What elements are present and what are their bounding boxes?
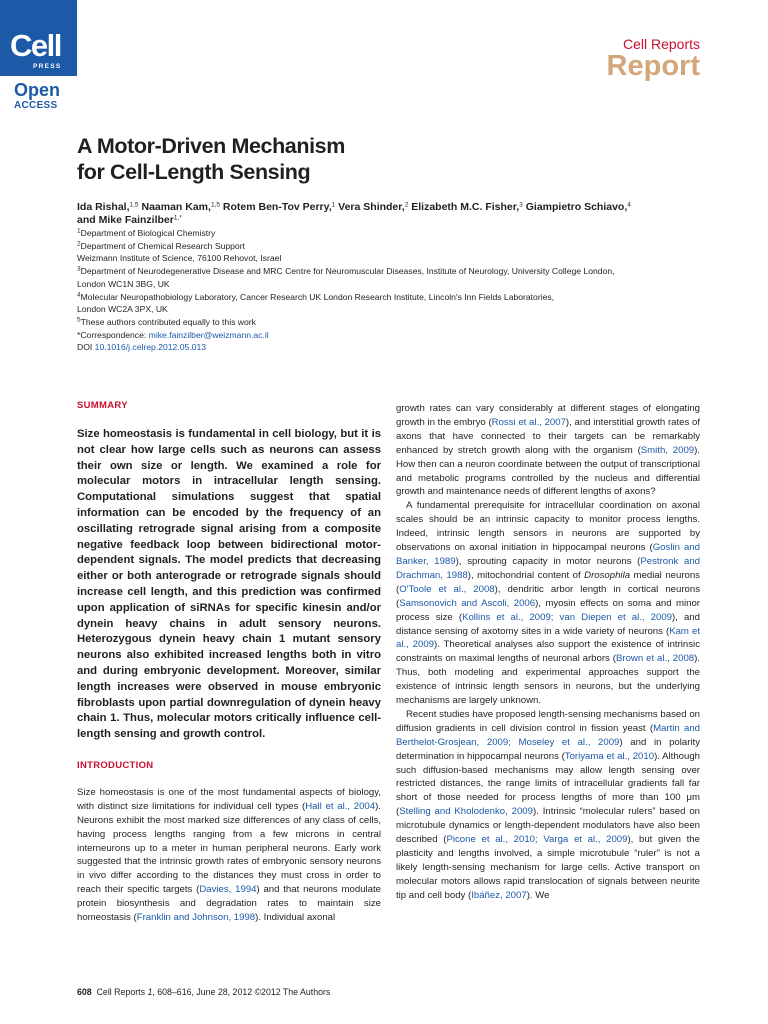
doi: DOI 10.1016/j.celrep.2012.05.013: [77, 342, 207, 353]
citation-link[interactable]: Kollins et al., 2009; van Diepen et al., 2009: [462, 611, 672, 623]
citation-link[interactable]: Brown et al., 2008: [615, 653, 695, 665]
page-number: 608: [77, 987, 92, 997]
text-run: medial neurons (: [396, 569, 700, 595]
author: Ida Rishal,$^{1,5}$: [77, 201, 139, 213]
introduction-body: [77, 786, 381, 925]
article-type: Report: [606, 50, 700, 82]
affiliation-line: $^3$Department of Neurodegenerative Disease and MRC Centre for Neuromuscular Diseases, Institute of Neurology, University College London,: [77, 265, 615, 277]
affiliation-line: London WC1N 3BG, UK: [77, 278, 170, 289]
author: Naaman Kam,$^{1,5}$: [138, 201, 220, 213]
access-label: ACCESS: [14, 100, 58, 111]
cell-press-logo: [0, 0, 77, 76]
text-run: ), dendritic arbor length in cortical neurons (: [396, 583, 700, 609]
text-run: ), myosin effects on soma and minor process size (: [396, 597, 700, 623]
logo-press-text: PRESS: [33, 63, 62, 70]
affiliation-line: $^4$Molecular Neuropathobiology Laboratory, Cancer Research UK London Research Institute, Lincoln's Inn Fields Laboratories,: [77, 291, 555, 302]
citation-link[interactable]: Franklin and Johnson, 1998: [136, 912, 256, 924]
open-access-label: Open: [14, 80, 61, 100]
citation-link[interactable]: Pestronk and Drachman, 1988: [396, 555, 700, 581]
affiliation-line: $^1$Department of Biological Chemistry: [77, 227, 216, 238]
introduction-heading: INTRODUCTION: [77, 759, 154, 771]
paragraph: [396, 708, 700, 903]
text-run: ). Individual axonal: [255, 912, 336, 924]
citation-link[interactable]: Goslin and Banker, 1989: [396, 542, 700, 567]
affiliation-line: $^2$Department of Chemical Research Support: [77, 240, 245, 251]
text-run: Size homeostasis is one of the most fundamental aspects of biology, with distinct size limitations for individual cell types (: [77, 786, 381, 812]
text-run: growth rates can vary considerably at different stages of elongating growth in the embryo (: [396, 403, 700, 428]
text-run: A fundamental prerequisite for intracellular coordination on axonal scales should be an intrinsic capacity to monitor process lengths. Indeed, intrinsic length sensors in neurons are supported by observations on axonal initiation in hippocampal neurons (: [396, 500, 700, 554]
summary-heading: SUMMARY: [77, 400, 128, 411]
text-run: ), and interstitial growth rates of axons that have connected to their targets can be remarkably enhanced by stretch growth along with the organism (: [396, 416, 700, 456]
affiliation-line: $^5$These authors contributed equally to this work: [77, 316, 256, 327]
footer-volume: 1: [147, 987, 153, 997]
correspondence: *Correspondence: mike.fainzilber@weizmann.ac.il: [77, 329, 269, 340]
italic-text: Drosophila: [584, 569, 631, 581]
text-run: ). Neurons exhibit the most marked size differences of any class of cells, having process lengths ranging from a few microns in central interneurons up to a meter in human peripheral neurons. Early work suggested that the intrinsic growth rates of embryonic sensory neurons in vivo differ according to the distances they must cross in order to reach their specific targets (: [77, 800, 381, 896]
text-run: ), but given the plasticity and lengths involved, a simple microtubule “ruler” is not a likely length-sensing mechanism for large cells. Active transport on molecular motors allows rapid translocation of signals between neurite tip and cell body (: [396, 834, 700, 901]
footer-citation: , 608–616, June 28, 2012 ©2012 The Authors: [152, 987, 331, 997]
paragraph: [396, 402, 700, 499]
article-title: [77, 133, 477, 185]
author: and Mike Fainzilber$^{1,*}$: [77, 214, 182, 226]
citation-link[interactable]: Hall et al., 2004: [305, 800, 376, 812]
author: Vera Shinder,$^2$: [335, 201, 409, 213]
doi-link[interactable]: 10.1016/j.celrep.2012.05.013: [94, 342, 207, 353]
left-column: [77, 400, 381, 925]
text-run: ). We: [526, 889, 550, 901]
citation-link[interactable]: O'Toole et al., 2008: [399, 583, 495, 595]
right-column-body: [396, 402, 700, 903]
paragraph: [77, 786, 381, 925]
summary-text: Size homeostasis is fundamental in cell biology, but it is not clear how large cells such as neurons can assess their own size or length. We examined a role for molecular motors in intracellular length sensing. Computational simulations suggest that spatial information can be encoded by the frequency of an oscillating retrograde signal arising from a composite negative feedback loop between bidirectional motor-dependent signals. The model predicts that decreasing either or both anterograde or retrograde signals should increase cell length, and this prediction was confirmed upon application of siRNAs for specific kinesin and/or dynein heavy chains in adult sensory neurons. Heterozygous dynein heavy chain 1 mutant sensory neurons also exhibited increased lengths both in vitro and during embryonic development. Moreover, similar length increases were observed in mouse embryonic fibroblasts upon partial downregulation of dynein heavy chain 1. Thus, molecular motors critically influence cell-length sensing and growth control.: [77, 428, 381, 741]
author: Elizabeth M.C. Fisher,$^3$: [408, 201, 523, 213]
citation-link[interactable]: Kam et al., 2009: [396, 625, 700, 651]
affiliations: [77, 227, 717, 354]
text-run: ). How then can a neuron coordinate between the output of transcriptional and metabolic programs controlled by the nucleus and differential growth and maintenance needs of different lengths of axons?: [396, 444, 701, 498]
text-run: ). Although such diffusion-based mechanisms may allow length sensing over restricted distances, the range limits of intracellular gradients fall far short of those needed for process lengths of more than 100 μm (: [396, 750, 700, 818]
footer-journal: Cell Reports: [96, 987, 145, 997]
citation-link[interactable]: Ibáñez, 2007: [471, 889, 527, 901]
text-run: Recent studies have proposed length-sensing mechanisms based on diffusion gradients in cell division control in fission yeast (: [396, 708, 700, 734]
text-run: ), and distance sensing of axotomy sites in a wide variety of neurons (: [396, 611, 700, 637]
text-run: ) and in polarity determination in hippocampal neurons (: [396, 736, 701, 762]
citation-link[interactable]: Martin and Berthelot-Grosjean, 2009; Moseley et al., 2009: [396, 722, 701, 748]
text-run: ) and that neurons modulate protein biosynthesis and degradation rates to maintain size homeostasis (: [77, 884, 381, 924]
citation-link[interactable]: Davies, 1994: [199, 884, 257, 896]
affiliation-line: Weizmann Institute of Science, 76100 Rehovot, Israel: [77, 253, 282, 264]
page-footer: [77, 987, 330, 997]
text-run: ). Intrinsic “molecular rulers” based on microtubule dynamics or length-dependent modulators have also been described (: [396, 806, 700, 846]
citation-link[interactable]: Stelling and Kholodenko, 2009: [399, 806, 533, 818]
right-column: [396, 402, 700, 903]
citation-link[interactable]: Samsonovich and Ascoli, 2006: [399, 597, 536, 609]
title-line: for Cell-Length Sensing: [77, 160, 311, 184]
citation-link[interactable]: Smith, 2009: [640, 444, 695, 456]
author: Giampietro Schiavo,$^4$: [522, 201, 631, 213]
text-run: ). Theoretical analyses also support the existence of intrinsic constraints on maximal lengths of neuronal arbors (: [396, 639, 700, 665]
citation-link[interactable]: Picone et al., 2010; Varga et al., 2009: [446, 834, 628, 846]
citation-link[interactable]: Toriyama et al., 2010: [564, 750, 655, 762]
author: Rotem Ben-Tov Perry,$^1$: [219, 201, 336, 213]
affiliation-line: London WC2A 3PX, UK: [77, 304, 168, 315]
title-line: A Motor-Driven Mechanism: [77, 134, 345, 158]
paragraph: [396, 499, 700, 708]
text-run: ). Thus, both modeling and experimental approaches support the existence of intrinsic length sensors in neurons, but the underlying mechanisms are largely unknown.: [396, 653, 700, 707]
text-run: ), mitochondrial content of: [467, 569, 585, 581]
text-run: ), sprouting capacity in motor neurons (: [455, 555, 641, 567]
author-list: [77, 201, 697, 227]
logo-brand-text: Cell: [10, 28, 61, 63]
citation-link[interactable]: Rossi et al., 2007: [491, 416, 566, 428]
journal-name: Cell Reports: [622, 36, 700, 52]
correspondence-email-link[interactable]: mike.fainzilber@weizmann.ac.il: [148, 329, 269, 340]
